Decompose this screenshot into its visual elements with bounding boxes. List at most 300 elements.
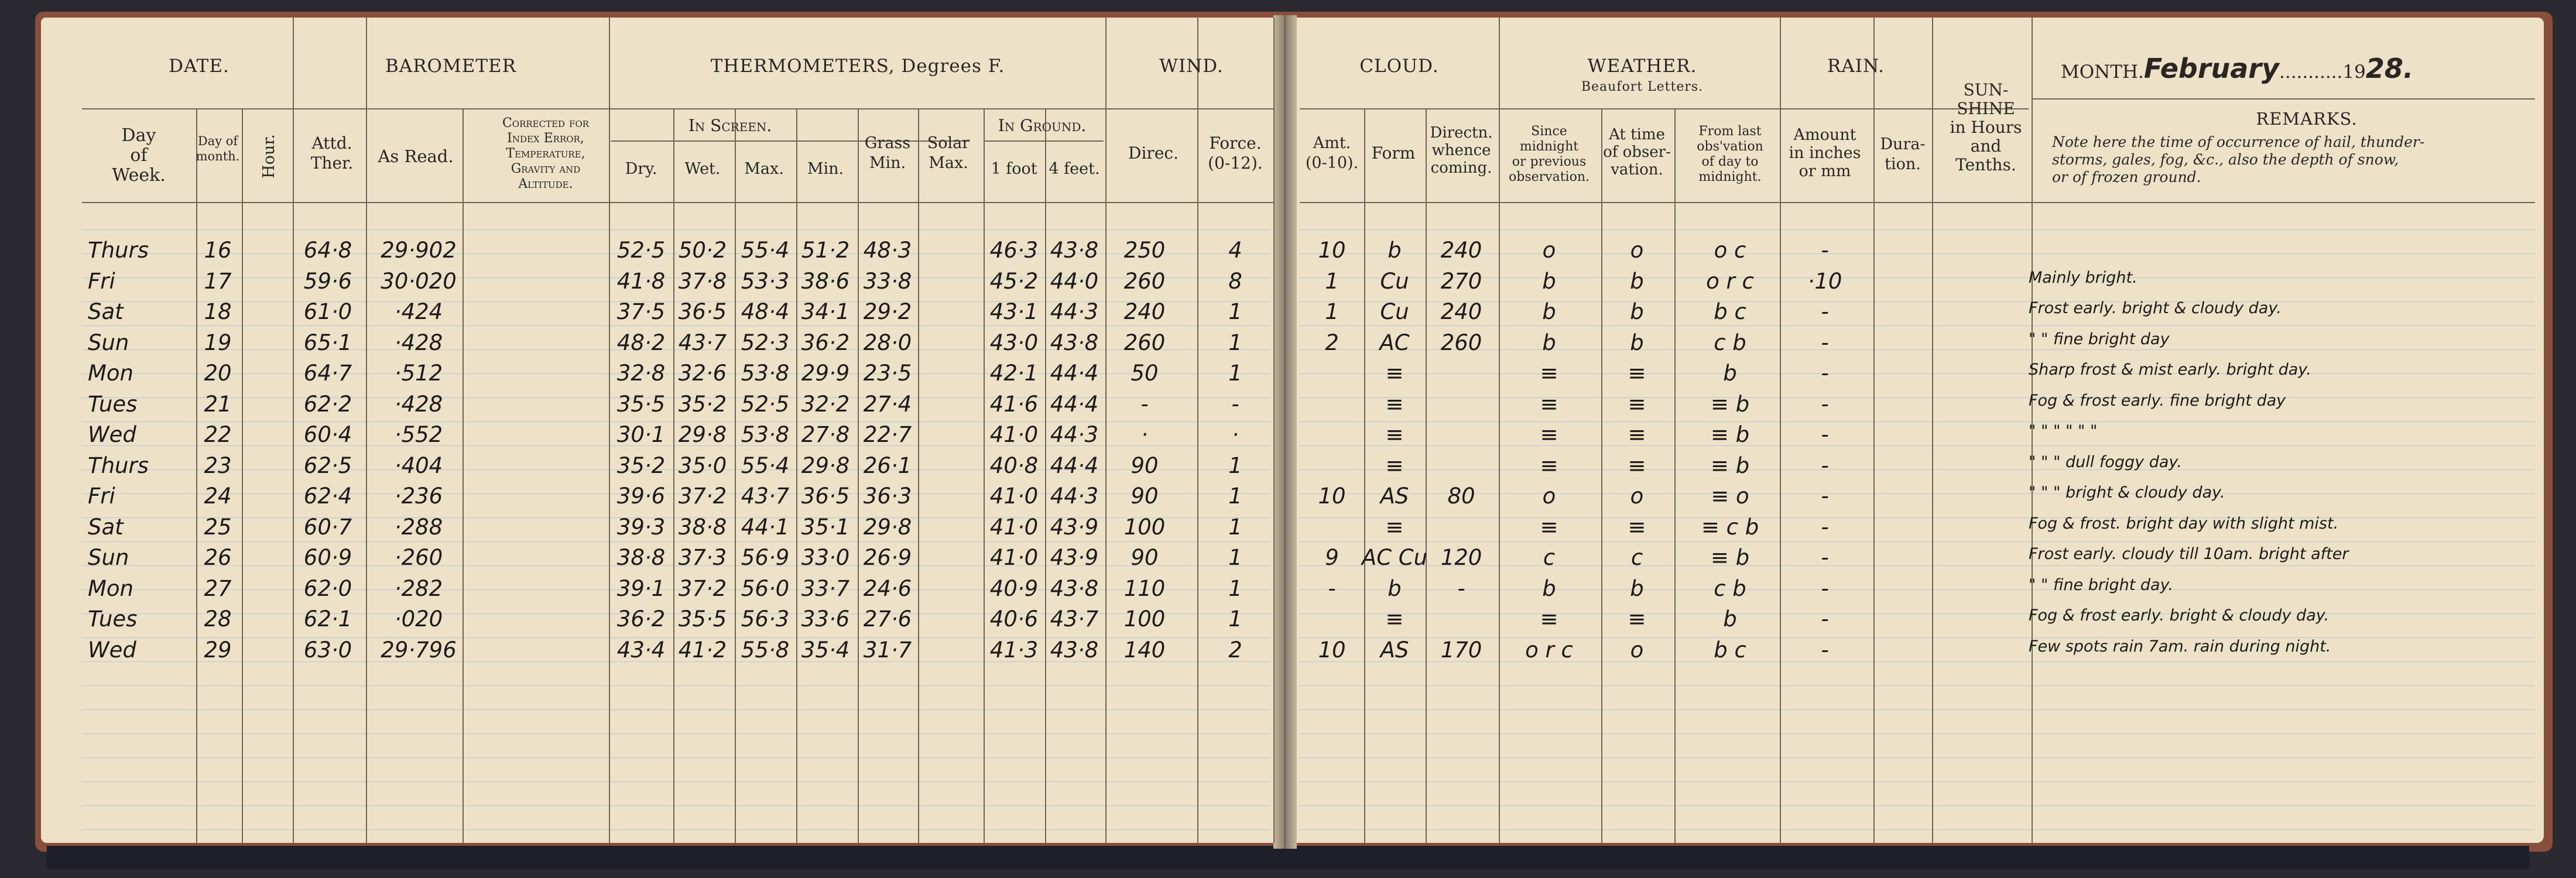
ruled-line [1300,253,2535,254]
cell-wet: 35·5 [678,606,727,632]
cell-form: b [1388,575,1402,601]
cell-w2: o [1630,483,1644,509]
column-line [366,108,367,843]
cell-read: ·236 [394,483,443,509]
cell-dow: Wed [88,422,136,447]
ruled-line [82,757,1270,758]
sunshine-header: SUN- SHINE in Hours and Tenths. [1950,80,2022,174]
group-line [293,18,294,108]
at-time-header: At time of obser- vation. [1603,126,1671,179]
column-line [1197,108,1198,843]
cell-dow: Mon [88,575,134,601]
cell-form: AS [1380,483,1409,509]
cell-rain: - [1821,514,1829,540]
cell-force: 1 [1228,299,1242,324]
day-of-month-header: Day of month. [196,134,240,163]
cell-read: 29·796 [381,637,457,663]
cell-w2: b [1630,299,1644,324]
ruled-line [1300,421,2535,422]
direc-header: Direc. [1128,143,1179,163]
cell-max: 53·3 [741,268,790,294]
cell-f1: 41·0 [989,483,1039,509]
grass-min-header: Grass Min. [864,134,911,172]
cell-dir: 50 [1131,361,1159,386]
cell-w1: ≡ [1540,514,1558,540]
ruled-line [1300,757,2535,758]
cell-force: 1 [1228,452,1242,478]
cell-remark: " " fine bright day [2029,330,2170,348]
cell-dir: - [1140,391,1149,417]
cell-read: 29·902 [381,238,457,263]
cell-dry: 36·2 [616,606,666,632]
cell-max: 55·4 [741,238,790,263]
ruled-line [1300,685,2535,686]
cell-dry: 48·2 [616,330,666,355]
cell-dir: 100 [1123,514,1166,540]
cell-dom: 22 [204,422,232,447]
column-line [1780,18,1781,843]
cell-w3: ≡ c b [1701,514,1759,540]
cell-rain: - [1821,238,1829,263]
ruled-line [82,733,1270,734]
cell-dom: 17 [204,268,232,294]
cell-force: - [1231,391,1239,417]
cell-dir: 90 [1131,452,1159,478]
ruled-line [82,709,1270,710]
cell-w3: c b [1714,575,1746,601]
cell-f4: 44·4 [1050,391,1099,417]
cell-attd: 62·4 [303,483,352,509]
cell-amt: 2 [1325,330,1339,355]
cell-attd: 62·5 [303,452,352,478]
column-line [1499,108,1500,843]
cell-dry: 38·8 [616,545,666,570]
cell-min: 34·1 [801,299,850,324]
ruled-line [82,685,1270,686]
cell-min: 29·8 [801,452,850,478]
cell-min: 29·9 [801,361,850,386]
cell-f4: 43·8 [1050,575,1099,601]
cell-force: 1 [1228,330,1242,355]
cell-remark: Frost early. cloudy till 10am. bright after [2029,545,2349,563]
year-suffix: 28. [2365,53,2414,84]
ruled-line [1300,709,2535,710]
cell-grass: 33·8 [863,268,912,294]
column-line [1674,108,1676,843]
group-line [1499,18,1500,108]
cell-form: Cu [1380,299,1409,324]
cell-form: AC [1379,330,1410,355]
cell-f4: 44·3 [1050,299,1099,324]
ruled-line [1300,325,2535,326]
remarks-note: Note here the time of occurrence of hail, thunder- storms, gales, fog, &c., also the depth of snow, or of frozen ground. [2052,133,2425,186]
cell-f1: 41·3 [989,637,1039,663]
month-value: February [2143,53,2279,84]
cell-wet: 37·3 [678,545,727,570]
cell-min: 36·2 [801,330,850,355]
cell-w2: c [1630,545,1643,570]
cell-dow: Mon [88,361,134,386]
attd-ther-header: Attd. Ther. [310,133,354,173]
cell-wet: 36·5 [678,299,727,324]
cell-grass: 28·0 [863,330,912,355]
ruled-line [82,829,1270,830]
cell-attd: 64·8 [303,238,352,263]
cell-dow: Fri [88,483,115,509]
force-header: Force. (0-12). [1208,133,1263,173]
dry-header: Dry. [625,160,657,178]
cell-grass: 31·7 [863,637,912,663]
cell-dry: 37·5 [616,299,666,324]
column-line [858,108,859,843]
cell-force: 8 [1228,268,1242,294]
cell-remark: Frost early. bright & cloudy day. [2029,299,2282,317]
cell-dry: 52·5 [616,238,666,263]
cell-read: ·552 [394,422,443,447]
cell-rain: - [1821,483,1829,509]
cell-form: ≡ [1385,391,1404,417]
cell-dry: 30·1 [616,422,666,447]
column-line [1873,18,1875,843]
cell-w3: b [1723,606,1737,632]
cell-rain: - [1821,330,1829,355]
cell-w2: ≡ [1628,452,1646,478]
ruled-line [82,325,1270,326]
group-line [609,18,610,108]
cell-remark: Mainly bright. [2029,268,2137,287]
cell-w1: c [1543,545,1556,570]
cell-read: 30·020 [381,268,457,294]
cell-w1: b [1542,268,1556,294]
corrected-header: Corrected for Index Error, Temperature, Gravity and Altitude. [502,116,590,191]
cell-form: ≡ [1385,422,1404,447]
ruled-line [1300,277,2535,278]
group-line [1780,18,1781,108]
cell-grass: 48·3 [863,238,912,263]
cell-wet: 43·7 [678,330,727,355]
cell-f4: 43·9 [1050,545,1099,570]
form-header: Form [1371,143,1416,163]
cell-w1: o [1542,238,1556,263]
ruled-line [1300,781,2535,782]
cell-dir: 100 [1123,606,1166,632]
cell-read: ·288 [394,514,443,540]
cell-dow: Sat [88,299,124,324]
cell-grass: 22·7 [863,422,912,447]
ruled-line [82,805,1270,806]
cell-wet: 38·8 [678,514,727,540]
column-line [918,108,919,843]
ruled-line [1300,397,2535,398]
cell-max: 43·7 [741,483,790,509]
cell-max: 44·1 [741,514,790,540]
cell-wet: 32·6 [678,361,727,386]
cell-w2: ≡ [1628,606,1646,632]
cell-rain: - [1821,575,1829,601]
cell-wdir: 270 [1440,268,1482,294]
cell-f1: 45·2 [989,268,1039,294]
cell-w3: ≡ b [1710,422,1750,447]
cell-wdir: 240 [1440,299,1482,324]
cell-attd: 62·0 [303,575,352,601]
cell-dir: 240 [1123,299,1166,324]
cell-remark: Fog & frost. bright day with slight mist. [2029,514,2339,533]
ruled-line [1300,493,2535,494]
group-line [1105,18,1107,108]
cell-f1: 43·0 [989,330,1039,355]
ruled-line [1300,517,2535,518]
cell-force: 1 [1228,361,1242,386]
ruled-line [1300,589,2535,590]
cell-w1: ≡ [1540,422,1558,447]
cell-force: 1 [1228,575,1242,601]
cell-min: 35·1 [801,514,850,540]
ruled-line [1300,829,2535,830]
wind-header: WIND. [1159,56,1224,77]
cell-f1: 40·9 [989,575,1039,601]
cell-dry: 32·8 [616,361,666,386]
date-header: DATE. [169,56,229,77]
cell-f1: 41·0 [989,545,1039,570]
month-label: MONTH. [2061,61,2144,83]
cell-f4: 43·9 [1050,514,1099,540]
cell-dry: 39·1 [616,575,666,601]
cell-dir: 260 [1123,268,1166,294]
cell-w3: b c [1714,299,1746,324]
cell-w1: ≡ [1540,452,1558,478]
cell-dir: 140 [1123,637,1166,663]
cell-w3: c b [1714,330,1746,355]
cell-wet: 41·2 [678,637,727,663]
header-bottom-rule [1300,202,2535,203]
ruled-line [1300,373,2535,374]
cell-dir: · [1141,422,1148,447]
cell-rain: - [1821,361,1829,386]
cell-amt: 1 [1325,268,1339,294]
from-last-header: From last obs'vation of day to midnight. [1697,124,1763,184]
cell-f4: 44·4 [1050,361,1099,386]
cell-w1: ≡ [1540,391,1558,417]
cell-dir: 90 [1131,483,1159,509]
max-header: Max. [744,160,784,178]
cell-force: 1 [1228,514,1242,540]
cell-dom: 16 [204,238,232,263]
cell-attd: 62·1 [303,606,352,632]
cell-w3: o c [1714,238,1746,263]
ruled-line [1300,733,2535,734]
cell-dir: 260 [1123,330,1166,355]
day-of-week-header: Day of Week. [112,125,166,186]
ruled-line [82,781,1270,782]
cell-f1: 40·6 [989,606,1039,632]
cell-wet: 37·8 [678,268,727,294]
cell-w2: b [1630,330,1644,355]
column-line [1273,108,1275,843]
cell-wet: 29·8 [678,422,727,447]
solar-max-header: Solar Max. [927,134,970,172]
month-dots: ........... [2279,61,2343,83]
cell-f4: 43·8 [1050,238,1099,263]
cell-dry: 39·3 [616,514,666,540]
column-line [984,108,985,843]
cell-dom: 26 [204,545,232,570]
cell-amt: - [1328,575,1336,601]
cell-remark: " " " dull foggy day. [2029,452,2182,471]
cell-read: ·260 [394,545,443,570]
hour-header: Hour. [260,134,278,179]
cell-dom: 27 [204,575,232,601]
cell-min: 38·6 [801,268,850,294]
cell-w3: b c [1714,637,1746,663]
cell-form: AC Cu [1361,545,1428,570]
remarks-header: REMARKS. [2256,109,2358,129]
cloud-header: CLOUD. [1359,56,1439,77]
cell-attd: 63·0 [303,637,352,663]
cell-remark: " " " " " " [2029,422,2098,440]
cell-w3: b [1723,361,1737,386]
cell-w2: ≡ [1628,361,1646,386]
column-line [1105,108,1107,843]
cell-force: · [1232,422,1239,447]
cell-read: ·282 [394,575,443,601]
cell-wdir: 80 [1447,483,1475,509]
cell-dom: 18 [204,299,232,324]
cell-f1: 42·1 [989,361,1039,386]
book-gutter [1273,15,1297,849]
cell-max: 56·3 [741,606,790,632]
cell-dry: 35·2 [616,452,666,478]
cell-w2: ≡ [1628,422,1646,447]
cell-attd: 60·4 [303,422,352,447]
column-line [1932,18,1933,843]
cell-rain: - [1821,391,1829,417]
cell-force: 1 [1228,545,1242,570]
cell-attd: 61·0 [303,299,352,324]
cell-dow: Thurs [88,452,149,478]
cell-f1: 46·3 [989,238,1039,263]
cell-grass: 27·4 [863,391,912,417]
ruled-line [82,541,1270,542]
cell-attd: 64·7 [303,361,352,386]
cell-max: 56·9 [741,545,790,570]
ruled-line [1300,229,2535,230]
ruled-line [1300,613,2535,614]
cell-w2: b [1630,268,1644,294]
cell-max: 53·8 [741,422,790,447]
in-screen-header: In Screen. [688,116,772,135]
cell-grass: 27·6 [863,606,912,632]
cell-f1: 41·0 [989,514,1039,540]
cell-grass: 26·9 [863,545,912,570]
in-ground-header: In Ground. [998,116,1087,135]
ruled-line [1300,349,2535,350]
rain-header: RAIN. [1827,56,1885,77]
cell-f4: 44·4 [1050,452,1099,478]
cell-amt: 10 [1318,238,1346,263]
cell-dry: 41·8 [616,268,666,294]
cell-w3: o r c [1706,268,1754,294]
cell-grass: 24·6 [863,575,912,601]
four-feet-header: 4 feet. [1049,160,1100,178]
column-line [1045,108,1046,843]
cell-dow: Sat [88,514,124,540]
cell-f1: 40·8 [989,452,1039,478]
cell-form: ≡ [1385,361,1404,386]
cell-w1: ≡ [1540,606,1558,632]
cell-rain: - [1821,452,1829,478]
column-line [463,108,464,843]
cell-form: ≡ [1385,452,1404,478]
cell-wdir: 240 [1440,238,1482,263]
weather-subheader: Beaufort Letters. [1581,80,1704,94]
cell-f1: 43·1 [989,299,1039,324]
cell-amt: 10 [1318,637,1346,663]
cell-max: 55·8 [741,637,790,663]
cell-max: 56·0 [741,575,790,601]
cell-dir: 110 [1123,575,1166,601]
cell-rain: - [1821,422,1829,447]
column-line [1426,108,1427,843]
cell-attd: 60·9 [303,545,352,570]
cell-max: 53·8 [741,361,790,386]
column-line [796,108,797,843]
cell-read: ·424 [394,299,443,324]
cell-dom: 20 [204,361,232,386]
cell-max: 55·4 [741,452,790,478]
cell-wdir: - [1457,575,1465,601]
header-divider [1300,108,2029,109]
cell-wdir: 120 [1440,545,1482,570]
header-divider [82,108,1273,109]
cell-dow: Tues [88,391,138,417]
cell-min: 35·4 [801,637,850,663]
page-edges [47,846,2529,869]
cell-w1: b [1542,299,1556,324]
cell-grass: 26·1 [863,452,912,478]
cell-f1: 41·6 [989,391,1039,417]
cell-f4: 44·0 [1050,268,1099,294]
cell-w2: ≡ [1628,391,1646,417]
cell-min: 33·6 [801,606,850,632]
cell-wdir: 260 [1440,330,1482,355]
header-divider [2032,98,2535,100]
month-line [2061,53,2413,84]
ruled-line [1300,445,2535,446]
cell-w3: ≡ o [1711,483,1749,509]
since-midnight-header: Since midnight or previous observation. [1509,124,1590,184]
cell-remark: " " fine bright day. [2029,575,2174,594]
cell-attd: 60·7 [303,514,352,540]
cell-f4: 44·3 [1050,422,1099,447]
cell-grass: 23·5 [863,361,912,386]
cell-amt: 9 [1325,545,1339,570]
cell-remark: Few spots rain 7am. rain during night. [2029,637,2331,656]
cell-remark: " " " bright & cloudy day. [2029,483,2225,502]
cell-rain: - [1821,606,1829,632]
cell-f4: 43·8 [1050,637,1099,663]
column-line [293,108,294,843]
group-line [1273,18,1275,108]
header-bottom-rule [82,202,1273,203]
cell-min: 51·2 [801,238,850,263]
cell-form: b [1388,238,1402,263]
cell-force: 4 [1228,238,1242,263]
cell-wet: 35·2 [678,391,727,417]
weather-header: WEATHER. [1587,56,1697,77]
amt-header: Amt. (0-10). [1305,134,1359,172]
group-line [2032,18,2033,108]
cell-min: 33·0 [801,545,850,570]
